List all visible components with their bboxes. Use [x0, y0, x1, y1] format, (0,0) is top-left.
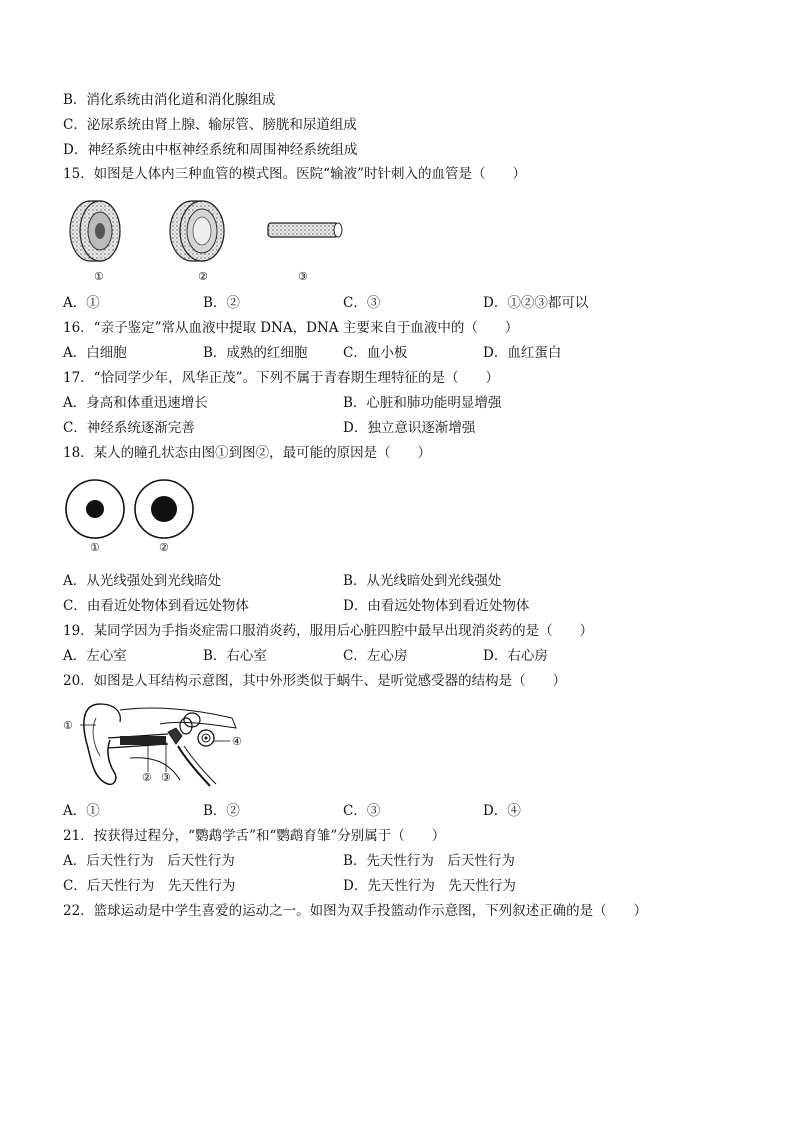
pupil-drawing	[62, 478, 202, 540]
ear-figure	[60, 698, 260, 790]
q19-option-c: C．左心房	[343, 648, 408, 664]
q18-option-d: D．由看远处物体到看近处物体	[343, 598, 530, 614]
vessel-label-1: ①	[94, 270, 104, 283]
q18-stem: 18．某人的瞳孔状态由图①到图②，最可能的原因是（ ）	[63, 445, 432, 461]
q15-stem: 15．如图是人体内三种血管的模式图。医院“输液”时针刺入的血管是（ ）	[63, 166, 526, 182]
vessel-label-3: ③	[298, 270, 308, 283]
q20-option-a: A．①	[63, 803, 100, 819]
q17-option-b: B．心脏和肺功能明显增强	[343, 395, 502, 411]
q18-option-c: C．由看近处物体到看远处物体	[63, 598, 249, 614]
q20-stem: 20．如图是人耳结构示意图，其中外形类似于蜗牛、是听觉感受器的结构是（ ）	[63, 673, 567, 689]
q18-option-a: A．从光线强处到光线暗处	[63, 573, 222, 589]
q18-option-b: B．从光线暗处到光线强处	[343, 573, 502, 589]
option-b-digestive: B．消化系统由消化道和消化腺组成	[63, 92, 276, 108]
pupil-figure	[62, 478, 202, 556]
q21-stem: 21．按获得过程分，“鹦鹉学舌”和“鹦鹉育雏”分别属于（ ）	[63, 828, 446, 844]
q16-option-d: D．血红蛋白	[483, 345, 562, 361]
q15-option-d: D．①②③都可以	[483, 295, 589, 311]
ear-label-1: ①	[63, 719, 73, 732]
q16-option-b: B．成熟的红细胞	[203, 345, 308, 361]
ear-drawing	[60, 698, 260, 790]
pupil-label-2: ②	[159, 541, 169, 554]
q20-option-b: B．②	[203, 803, 240, 819]
ear-label-4: ④	[232, 735, 242, 748]
vessel-label-2: ②	[198, 270, 208, 283]
q15-option-b: B．②	[203, 295, 240, 311]
q17-stem: 17．“恰同学少年，风华正茂”。下列不属于青春期生理特征的是（ ）	[63, 370, 499, 386]
q17-option-c: C．神经系统逐渐完善	[63, 420, 195, 436]
ear-label-3: ③	[161, 771, 171, 784]
q19-option-b: B．右心室	[203, 648, 267, 664]
q17-option-d: D．独立意识逐渐增强	[343, 420, 476, 436]
q15-option-c: C．③	[343, 295, 381, 311]
q19-option-a: A．左心室	[63, 648, 127, 664]
q21-option-a: A．后天性行为 后天性行为	[63, 853, 235, 869]
blood-vessel-drawing	[60, 193, 360, 288]
q16-option-a: A．白细胞	[63, 345, 127, 361]
option-d-nervous: D．神经系统由中枢神经系统和周围神经系统组成	[63, 142, 358, 158]
q19-option-d: D．右心房	[483, 648, 548, 664]
q22-stem: 22．篮球运动是中学生喜爱的运动之一。如图为双手投篮动作示意图，下列叙述正确的是（ ）	[63, 903, 648, 919]
pupil-label-1: ①	[90, 541, 100, 554]
q21-option-c: C．后天性行为 先天性行为	[63, 878, 236, 894]
q16-option-c: C．血小板	[343, 345, 408, 361]
q15-option-a: A．①	[63, 295, 100, 311]
q21-option-b: B．先天性行为 后天性行为	[343, 853, 515, 869]
q21-option-d: D．先天性行为 先天性行为	[343, 878, 516, 894]
ear-label-2: ②	[142, 771, 152, 784]
q20-option-d: D．④	[483, 803, 521, 819]
q17-option-a: A．身高和体重迅速增长	[63, 395, 208, 411]
blood-vessel-figure	[60, 193, 360, 288]
q19-stem: 19．某同学因为手指炎症需口服消炎药，服用后心脏四腔中最早出现消炎药的是（ ）	[63, 623, 594, 639]
q20-option-c: C．③	[343, 803, 381, 819]
option-c-urinary: C．泌尿系统由肾上腺、输尿管、膀胱和尿道组成	[63, 117, 357, 133]
q16-stem: 16．“亲子鉴定”常从血液中提取 DNA，DNA 主要来自于血液中的（ ）	[63, 320, 519, 336]
